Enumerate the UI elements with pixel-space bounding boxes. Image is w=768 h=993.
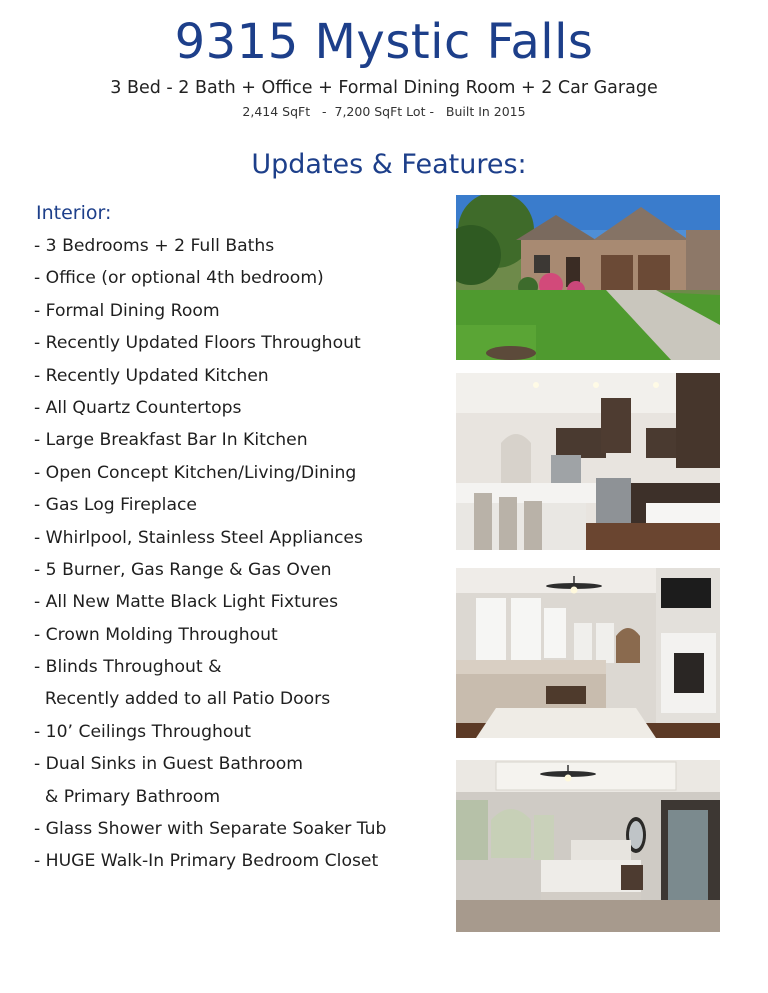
feature-item: - Whirlpool, Stainless Steel Appliances — [34, 527, 363, 548]
feature-item: - 10’ Ceilings Throughout — [34, 721, 252, 742]
exterior-photo — [456, 195, 720, 360]
feature-item: - 5 Burner, Gas Range & Gas Oven — [34, 559, 332, 580]
feature-item: - Recently Updated Floors Throughout — [34, 333, 361, 354]
living-room-photo — [456, 568, 720, 738]
feature-item: - Dual Sinks in Guest Bathroom — [34, 754, 304, 775]
feature-item: - Large Breakfast Bar In Kitchen — [34, 430, 308, 451]
feature-item: - Crown Molding Throughout — [34, 624, 278, 645]
feature-item: - Gas Log Fireplace — [34, 495, 198, 516]
bedroom-photo — [456, 760, 720, 932]
feature-item: - All New Matte Black Light Fixtures — [34, 592, 339, 613]
property-title: 9315 Mystic Falls — [174, 14, 594, 70]
feature-item: - Blinds Throughout & — [34, 657, 222, 678]
feature-item: - All Quartz Countertops — [34, 397, 242, 418]
feature-item: & Primary Bathroom — [34, 786, 221, 807]
feature-item: Recently added to all Patio Doors — [34, 689, 331, 710]
feature-item: - Formal Dining Room — [34, 300, 220, 321]
feature-item: - Glass Shower with Separate Soaker Tub — [34, 819, 387, 840]
feature-item: - HUGE Walk-In Primary Bedroom Closet — [34, 851, 379, 872]
features-heading: Updates & Features: — [251, 149, 527, 180]
feature-item: - Office (or optional 4th bedroom) — [34, 268, 324, 289]
feature-list — [34, 230, 434, 878]
feature-item: - Recently Updated Kitchen — [34, 365, 269, 386]
interior-label: Interior: — [36, 202, 112, 224]
feature-item: - Open Concept Kitchen/Living/Dining — [34, 462, 357, 483]
kitchen-photo — [456, 373, 720, 550]
property-subtitle: 3 Bed - 2 Bath + Office + Formal Dining Room + 2 Car Garage — [110, 78, 658, 98]
feature-item: - 3 Bedrooms + 2 Full Baths — [34, 236, 275, 256]
property-details: 2,414 SqFt - 7,200 SqFt Lot - Built In 2015 — [242, 104, 526, 119]
